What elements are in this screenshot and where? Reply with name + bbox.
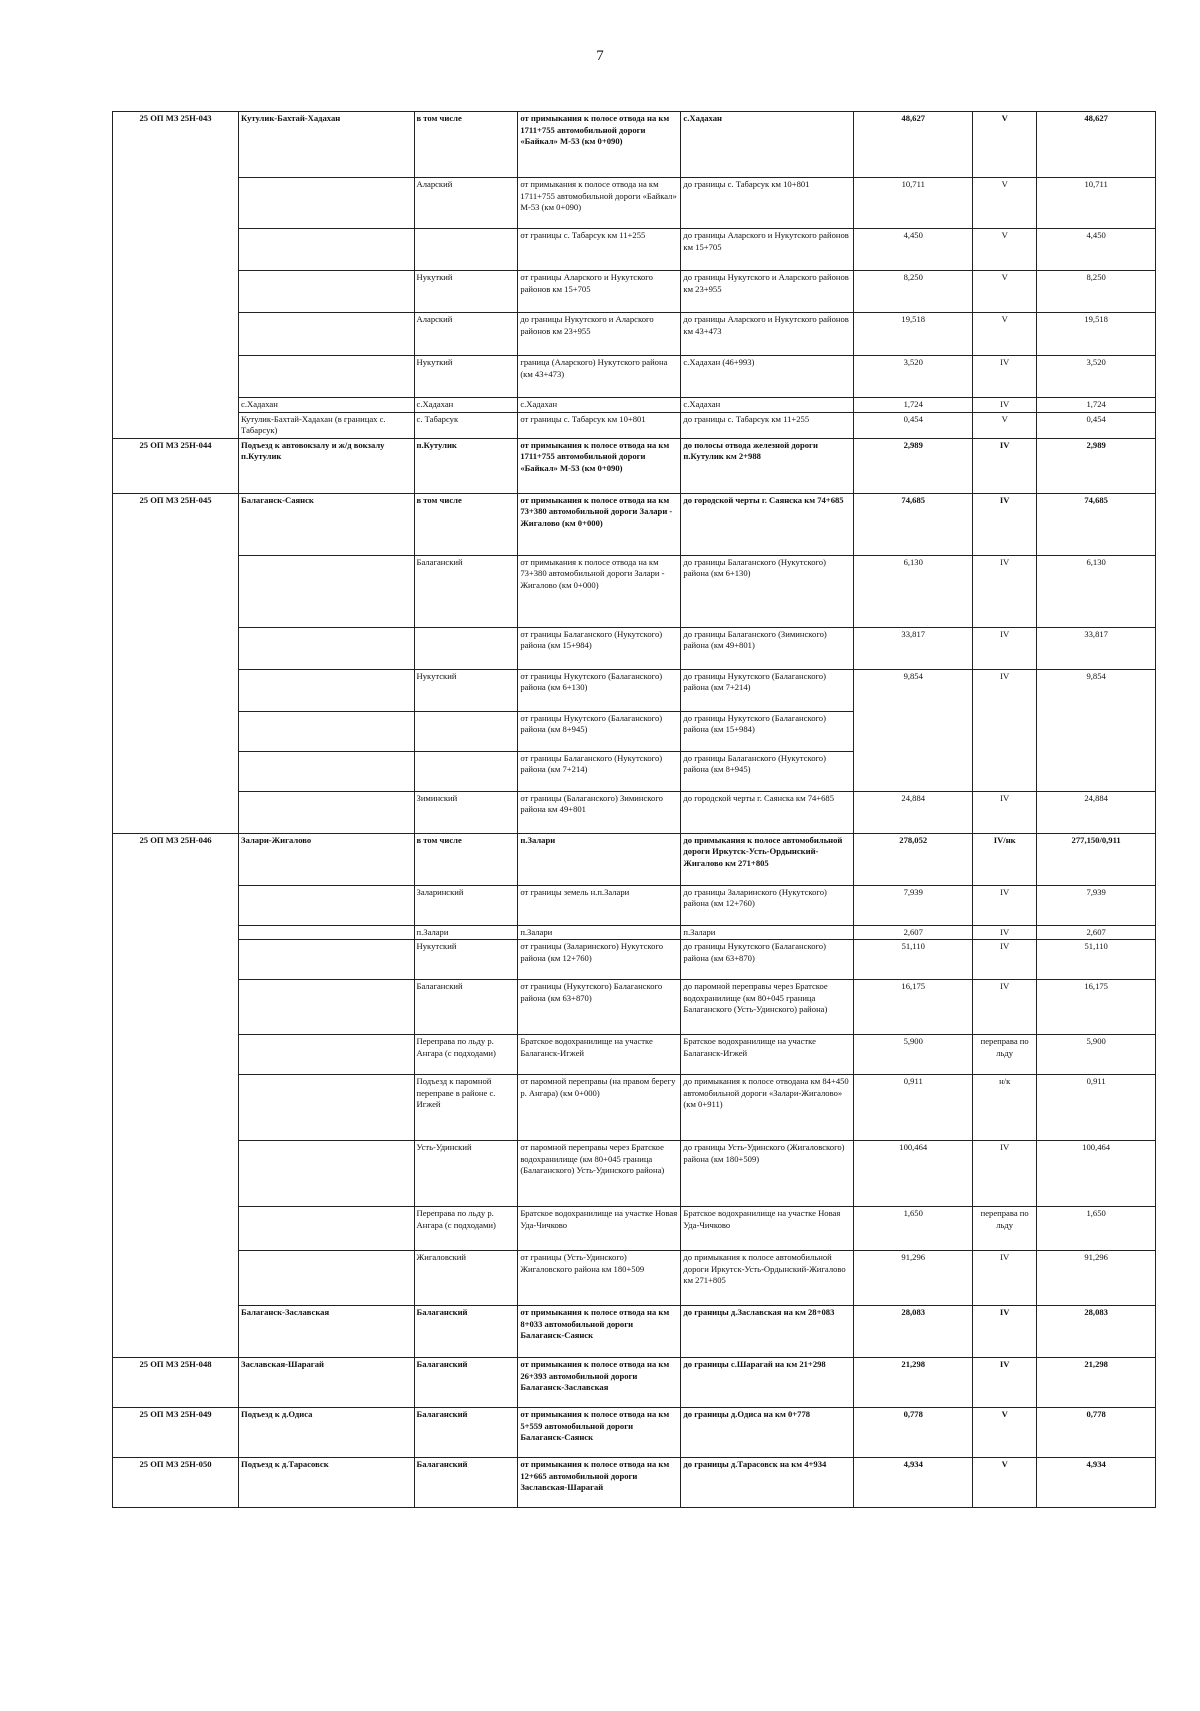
total-cell: 8,250 bbox=[1037, 271, 1156, 313]
to-cell: до границы Аларского и Нукутского районов км 15+705 bbox=[681, 229, 854, 271]
road-name-cell bbox=[239, 271, 414, 313]
district-cell: Нукуткий bbox=[414, 271, 518, 313]
category-cell: V bbox=[973, 112, 1037, 178]
district-cell: Нукутский bbox=[414, 940, 518, 980]
district-cell: Заларинский bbox=[414, 885, 518, 925]
length-cell: 28,083 bbox=[854, 1306, 973, 1358]
from-cell: до границы Нукутского и Аларского районов км 23+955 bbox=[518, 313, 681, 356]
road-code-cell: 25 ОП МЗ 25Н-044 bbox=[113, 438, 239, 493]
to-cell: Братское водохранилище на участке Балаганск-Игжей bbox=[681, 1035, 854, 1075]
from-cell: от границы Балаганского (Нукутского) района (км 7+214) bbox=[518, 751, 681, 791]
table-row bbox=[113, 627, 1156, 669]
length-cell: 0,778 bbox=[854, 1408, 973, 1458]
road-name-cell bbox=[239, 178, 414, 229]
from-cell: от примыкания к полосе отвода на км 73+380 автомобильной дороги Залари - Жигалово (км 0+000) bbox=[518, 555, 681, 627]
to-cell: до паромной переправы через Братское водохранилище (км 80+045 граница Балаганского (Усть-Удинского) района) bbox=[681, 980, 854, 1035]
table-row bbox=[113, 1141, 1156, 1207]
to-cell: до границы Усть-Удинского (Жигаловского) района (км 180+509) bbox=[681, 1141, 854, 1207]
from-cell: от примыкания к полосе отвода на км 8+033 автомобильной дороги Балаганск-Саянск bbox=[518, 1306, 681, 1358]
to-cell: до границы Нукутского (Балаганского) района (км 63+870) bbox=[681, 940, 854, 980]
table-row bbox=[113, 412, 1156, 438]
road-name-cell bbox=[239, 313, 414, 356]
district-cell: Аларский bbox=[414, 313, 518, 356]
district-cell: Переправа по льду р. Ангара (с подходами) bbox=[414, 1207, 518, 1251]
length-cell: 10,711 bbox=[854, 178, 973, 229]
road-name-cell bbox=[239, 669, 414, 711]
from-cell: от паромной переправы (на правом берегу р. Ангара) (км 0+000) bbox=[518, 1075, 681, 1141]
total-cell: 51,110 bbox=[1037, 940, 1156, 980]
table-row bbox=[113, 1075, 1156, 1141]
category-cell: V bbox=[973, 271, 1037, 313]
category-cell: IV bbox=[973, 493, 1037, 555]
to-cell: до границы д.Одиса на км 0+778 bbox=[681, 1408, 854, 1458]
road-name-cell bbox=[239, 229, 414, 271]
total-cell: 16,175 bbox=[1037, 980, 1156, 1035]
to-cell: до примыкания к полосе автомобильной дороги Иркутск-Усть-Ордынский-Жигалово км 271+805 bbox=[681, 1251, 854, 1306]
length-cell: 33,817 bbox=[854, 627, 973, 669]
road-name-cell: Подъезд к д.Тарасовск bbox=[239, 1458, 414, 1508]
to-cell: до границы Нукутского (Балаганского) района (км 15+984) bbox=[681, 711, 854, 751]
table-row bbox=[113, 940, 1156, 980]
table-row bbox=[113, 980, 1156, 1035]
district-cell: п.Залари bbox=[414, 925, 518, 940]
from-cell: от примыкания к полосе отвода на км 26+393 автомобильной дороги Балаганск-Заславская bbox=[518, 1358, 681, 1408]
to-cell: до примыкания к полосе автомобильной дороги Иркутск-Усть-Ордынский-Жигалово км 271+805 bbox=[681, 833, 854, 885]
category-cell: IV bbox=[973, 1358, 1037, 1408]
district-cell: в том числе bbox=[414, 112, 518, 178]
to-cell: с.Хадахан bbox=[681, 112, 854, 178]
to-cell: до границы Нукутского и Аларского районов км 23+955 bbox=[681, 271, 854, 313]
to-cell: до городской черты г. Саянска км 74+685 bbox=[681, 791, 854, 833]
from-cell: от примыкания к полосе отвода на км 12+665 автомобильной дороги Заславская-Шарагай bbox=[518, 1458, 681, 1508]
road-name-cell: Балаганск-Саянск bbox=[239, 493, 414, 555]
table-row bbox=[113, 178, 1156, 229]
category-cell: переправа по льду bbox=[973, 1035, 1037, 1075]
table-row bbox=[113, 555, 1156, 627]
category-cell: V bbox=[973, 178, 1037, 229]
road-name-cell bbox=[239, 980, 414, 1035]
from-cell: от примыкания к полосе отвода на км 1711+755 автомобильной дороги «Байкал» М-53 (км 0+090) bbox=[518, 438, 681, 493]
category-cell: IV bbox=[973, 669, 1037, 791]
table-body bbox=[113, 112, 1156, 1508]
total-cell: 28,083 bbox=[1037, 1306, 1156, 1358]
from-cell: граница (Аларского) Нукутского района (км 43+473) bbox=[518, 356, 681, 398]
road-name-cell bbox=[239, 627, 414, 669]
table-row bbox=[113, 112, 1156, 178]
to-cell: с.Хадахан (46+993) bbox=[681, 356, 854, 398]
from-cell: от границы с. Табарсук км 10+801 bbox=[518, 412, 681, 438]
length-cell: 1,650 bbox=[854, 1207, 973, 1251]
table-row bbox=[113, 1306, 1156, 1358]
district-cell: с.Хадахан bbox=[414, 398, 518, 413]
length-cell: 0,454 bbox=[854, 412, 973, 438]
total-cell: 2,607 bbox=[1037, 925, 1156, 940]
district-cell: Нукуткий bbox=[414, 356, 518, 398]
table-row bbox=[113, 1408, 1156, 1458]
district-cell: Балаганский bbox=[414, 980, 518, 1035]
road-name-cell bbox=[239, 356, 414, 398]
from-cell: от границы (Нукутского) Балаганского района (км 63+870) bbox=[518, 980, 681, 1035]
length-cell: 1,724 bbox=[854, 398, 973, 413]
category-cell: IV bbox=[973, 791, 1037, 833]
length-cell: 5,900 bbox=[854, 1035, 973, 1075]
total-cell: 4,450 bbox=[1037, 229, 1156, 271]
district-cell bbox=[414, 229, 518, 271]
district-cell: Аларский bbox=[414, 178, 518, 229]
total-cell: 277,150/0,911 bbox=[1037, 833, 1156, 885]
road-code-cell: 25 ОП МЗ 25Н-048 bbox=[113, 1358, 239, 1408]
total-cell: 24,884 bbox=[1037, 791, 1156, 833]
category-cell: IV bbox=[973, 438, 1037, 493]
table-row bbox=[113, 885, 1156, 925]
road-name-cell bbox=[239, 791, 414, 833]
category-cell: IV bbox=[973, 356, 1037, 398]
road-name-cell bbox=[239, 751, 414, 791]
length-cell: 0,911 bbox=[854, 1075, 973, 1141]
road-name-cell bbox=[239, 711, 414, 751]
district-cell: Балаганский bbox=[414, 1306, 518, 1358]
length-cell: 48,627 bbox=[854, 112, 973, 178]
road-name-cell: Подъезд к д.Одиса bbox=[239, 1408, 414, 1458]
to-cell: до границы с. Табарсук км 10+801 bbox=[681, 178, 854, 229]
length-cell: 2,607 bbox=[854, 925, 973, 940]
district-cell bbox=[414, 711, 518, 751]
category-cell: н/к bbox=[973, 1075, 1037, 1141]
road-name-cell bbox=[239, 940, 414, 980]
table-row bbox=[113, 1035, 1156, 1075]
from-cell: от примыкания к полосе отвода на км 73+380 автомобильной дороги Залари - Жигалово (км 0+000) bbox=[518, 493, 681, 555]
total-cell: 21,298 bbox=[1037, 1358, 1156, 1408]
to-cell: Братское водохранилище на участке Новая Уда-Чичково bbox=[681, 1207, 854, 1251]
to-cell: до городской черты г. Саянска км 74+685 bbox=[681, 493, 854, 555]
total-cell: 9,854 bbox=[1037, 669, 1156, 791]
to-cell: до границы Аларского и Нукутского районов км 43+473 bbox=[681, 313, 854, 356]
category-cell: переправа по льду bbox=[973, 1207, 1037, 1251]
table-row bbox=[113, 1458, 1156, 1508]
length-cell: 16,175 bbox=[854, 980, 973, 1035]
total-cell: 19,518 bbox=[1037, 313, 1156, 356]
total-cell: 6,130 bbox=[1037, 555, 1156, 627]
length-cell: 19,518 bbox=[854, 313, 973, 356]
length-cell: 4,934 bbox=[854, 1458, 973, 1508]
category-cell: IV bbox=[973, 940, 1037, 980]
road-name-cell bbox=[239, 1035, 414, 1075]
length-cell: 2,989 bbox=[854, 438, 973, 493]
from-cell: от границы Нукутского (Балаганского) района (км 8+945) bbox=[518, 711, 681, 751]
category-cell: IV bbox=[973, 1251, 1037, 1306]
table-row bbox=[113, 791, 1156, 833]
road-code-cell: 25 ОП МЗ 25Н-046 bbox=[113, 833, 239, 1358]
district-cell: Балаганский bbox=[414, 1408, 518, 1458]
road-name-cell bbox=[239, 925, 414, 940]
roads-table bbox=[112, 111, 1156, 1508]
road-name-cell: Заславская-Шарагай bbox=[239, 1358, 414, 1408]
length-cell: 100,464 bbox=[854, 1141, 973, 1207]
road-name-cell bbox=[239, 1141, 414, 1207]
length-cell: 6,130 bbox=[854, 555, 973, 627]
from-cell: от границы (Заларинского) Нукутского района (км 12+760) bbox=[518, 940, 681, 980]
table-row bbox=[113, 925, 1156, 940]
category-cell: IV bbox=[973, 980, 1037, 1035]
from-cell: от границы (Усть-Удинского) Жигаловского района км 180+509 bbox=[518, 1251, 681, 1306]
to-cell: до границы д.Тарасовск на км 4+934 bbox=[681, 1458, 854, 1508]
category-cell: IV bbox=[973, 925, 1037, 940]
length-cell: 91,296 bbox=[854, 1251, 973, 1306]
district-cell: п.Кутулик bbox=[414, 438, 518, 493]
category-cell: V bbox=[973, 1458, 1037, 1508]
total-cell: 48,627 bbox=[1037, 112, 1156, 178]
road-code-cell: 25 ОП МЗ 25Н-043 bbox=[113, 112, 239, 439]
total-cell: 0,454 bbox=[1037, 412, 1156, 438]
table-row bbox=[113, 356, 1156, 398]
total-cell: 91,296 bbox=[1037, 1251, 1156, 1306]
total-cell: 7,939 bbox=[1037, 885, 1156, 925]
road-name-cell: Залари-Жигалово bbox=[239, 833, 414, 885]
road-code-cell: 25 ОП МЗ 25Н-045 bbox=[113, 493, 239, 833]
length-cell: 8,250 bbox=[854, 271, 973, 313]
length-cell: 51,110 bbox=[854, 940, 973, 980]
to-cell: до границы Балаганского (Нукутского) района (км 8+945) bbox=[681, 751, 854, 791]
district-cell: Нукутский bbox=[414, 669, 518, 711]
road-name-cell bbox=[239, 885, 414, 925]
category-cell: V bbox=[973, 1408, 1037, 1458]
table-row bbox=[113, 1207, 1156, 1251]
district-cell: Усть-Удинский bbox=[414, 1141, 518, 1207]
from-cell: п.Залари bbox=[518, 833, 681, 885]
from-cell: от примыкания к полосе отвода на км 1711+755 автомобильной дороги «Байкал» М-53 (км 0+090) bbox=[518, 112, 681, 178]
district-cell bbox=[414, 627, 518, 669]
district-cell: Балаганский bbox=[414, 1458, 518, 1508]
category-cell: IV bbox=[973, 885, 1037, 925]
category-cell: IV/нк bbox=[973, 833, 1037, 885]
from-cell: от границы Нукутского (Балаганского) района (км 6+130) bbox=[518, 669, 681, 711]
from-cell: от границы земель н.п.Залари bbox=[518, 885, 681, 925]
total-cell: 3,520 bbox=[1037, 356, 1156, 398]
to-cell: до границы с. Табарсук км 11+255 bbox=[681, 412, 854, 438]
total-cell: 0,778 bbox=[1037, 1408, 1156, 1458]
to-cell: до границы с.Шарагай на км 21+298 bbox=[681, 1358, 854, 1408]
district-cell: Балаганский bbox=[414, 555, 518, 627]
length-cell: 9,854 bbox=[854, 669, 973, 791]
district-cell: с. Табарсук bbox=[414, 412, 518, 438]
length-cell: 21,298 bbox=[854, 1358, 973, 1408]
to-cell: до границы д.Заславская на км 28+083 bbox=[681, 1306, 854, 1358]
road-name-cell: с.Хадахан bbox=[239, 398, 414, 413]
from-cell: Братское водохранилище на участке Балаганск-Игжей bbox=[518, 1035, 681, 1075]
from-cell: от границы с. Табарсук км 11+255 bbox=[518, 229, 681, 271]
to-cell: до границы Балаганского (Зиминского) района (км 49+801) bbox=[681, 627, 854, 669]
from-cell: от примыкания к полосе отвода на км 1711+755 автомобильной дороги «Байкал» М-53 (км 0+090) bbox=[518, 178, 681, 229]
road-name-cell bbox=[239, 1207, 414, 1251]
table-row bbox=[113, 493, 1156, 555]
road-name-cell: Подъезд к автовокзалу и ж/д вокзалу п.Кутулик bbox=[239, 438, 414, 493]
total-cell: 5,900 bbox=[1037, 1035, 1156, 1075]
length-cell: 278,052 bbox=[854, 833, 973, 885]
category-cell: IV bbox=[973, 555, 1037, 627]
to-cell: до полосы отвода железной дороги п.Кутулик км 2+988 bbox=[681, 438, 854, 493]
road-name-cell: Кутулик-Бахтай-Хадахан bbox=[239, 112, 414, 178]
from-cell: от паромной переправы через Братское водохранилище (км 80+045 граница (Балаганского) Усть-Удинского района) bbox=[518, 1141, 681, 1207]
table-row bbox=[113, 313, 1156, 356]
table-row bbox=[113, 669, 1156, 711]
category-cell: IV bbox=[973, 627, 1037, 669]
district-cell: в том числе bbox=[414, 833, 518, 885]
to-cell: с.Хадахан bbox=[681, 398, 854, 413]
to-cell: п.Залари bbox=[681, 925, 854, 940]
category-cell: V bbox=[973, 412, 1037, 438]
district-cell: Жигаловский bbox=[414, 1251, 518, 1306]
total-cell: 4,934 bbox=[1037, 1458, 1156, 1508]
road-name-cell bbox=[239, 1075, 414, 1141]
total-cell: 2,989 bbox=[1037, 438, 1156, 493]
district-cell: Балаганский bbox=[414, 1358, 518, 1408]
from-cell: от границы Аларского и Нукутского районов км 15+705 bbox=[518, 271, 681, 313]
total-cell: 1,650 bbox=[1037, 1207, 1156, 1251]
length-cell: 7,939 bbox=[854, 885, 973, 925]
category-cell: V bbox=[973, 313, 1037, 356]
table-row bbox=[113, 229, 1156, 271]
from-cell: от границы (Балаганского) Зиминского района км 49+801 bbox=[518, 791, 681, 833]
road-name-cell: Балаганск-Заславская bbox=[239, 1306, 414, 1358]
to-cell: до примыкания к полосе отводана км 84+450 автомобильной дороги «Залари-Жигалово» (км 0+911) bbox=[681, 1075, 854, 1141]
district-cell: Подъезд к паромной переправе в районе с. Игжей bbox=[414, 1075, 518, 1141]
total-cell: 1,724 bbox=[1037, 398, 1156, 413]
road-code-cell: 25 ОП МЗ 25Н-049 bbox=[113, 1408, 239, 1458]
length-cell: 3,520 bbox=[854, 356, 973, 398]
table-row bbox=[113, 833, 1156, 885]
from-cell: от границы Балаганского (Нукутского) района (км 15+984) bbox=[518, 627, 681, 669]
district-cell: Переправа по льду р. Ангара (с подходами) bbox=[414, 1035, 518, 1075]
total-cell: 10,711 bbox=[1037, 178, 1156, 229]
total-cell: 33,817 bbox=[1037, 627, 1156, 669]
road-name-cell bbox=[239, 555, 414, 627]
district-cell: в том числе bbox=[414, 493, 518, 555]
table-row bbox=[113, 271, 1156, 313]
table-row bbox=[113, 1358, 1156, 1408]
category-cell: IV bbox=[973, 1306, 1037, 1358]
district-cell bbox=[414, 751, 518, 791]
category-cell: IV bbox=[973, 398, 1037, 413]
total-cell: 74,685 bbox=[1037, 493, 1156, 555]
category-cell: IV bbox=[973, 1141, 1037, 1207]
district-cell: Зиминский bbox=[414, 791, 518, 833]
length-cell: 74,685 bbox=[854, 493, 973, 555]
category-cell: V bbox=[973, 229, 1037, 271]
road-code-cell: 25 ОП МЗ 25Н-050 bbox=[113, 1458, 239, 1508]
road-name-cell: Кутулик-Бахтай-Хадахан (в границах с. Табарсук) bbox=[239, 412, 414, 438]
road-name-cell bbox=[239, 1251, 414, 1306]
page-number: 7 bbox=[596, 48, 604, 64]
total-cell: 0,911 bbox=[1037, 1075, 1156, 1141]
table-row bbox=[113, 398, 1156, 413]
from-cell: с.Хадахан bbox=[518, 398, 681, 413]
to-cell: до границы Нукутского (Балаганского) района (км 7+214) bbox=[681, 669, 854, 711]
length-cell: 24,884 bbox=[854, 791, 973, 833]
from-cell: от примыкания к полосе отвода на км 5+559 автомобильной дороги Балаганск-Саянск bbox=[518, 1408, 681, 1458]
length-cell: 4,450 bbox=[854, 229, 973, 271]
table-row bbox=[113, 1251, 1156, 1306]
table-row bbox=[113, 438, 1156, 493]
from-cell: Братское водохранилище на участке Новая Уда-Чичково bbox=[518, 1207, 681, 1251]
from-cell: п.Залари bbox=[518, 925, 681, 940]
to-cell: до границы Балаганского (Нукутского) района (км 6+130) bbox=[681, 555, 854, 627]
to-cell: до границы Заларинского (Нукутского) района (км 12+760) bbox=[681, 885, 854, 925]
total-cell: 100,464 bbox=[1037, 1141, 1156, 1207]
